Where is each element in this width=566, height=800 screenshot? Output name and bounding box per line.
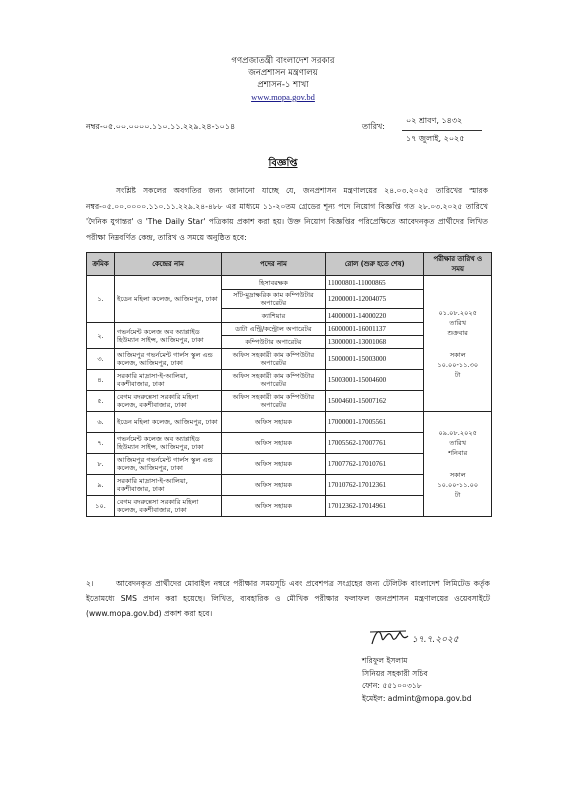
exam-date-group-1 <box>424 276 492 412</box>
notice-title-text: বিজ্ঞপ্তি <box>268 158 298 169</box>
table-header-row <box>87 253 492 276</box>
row-center: সরকারি মাদ্রাসা-ই-আলিয়া, বকশীবাজার, ঢাকা <box>115 370 222 391</box>
date-english: ১৭ জুলাই, ২০২৫ <box>406 134 465 143</box>
row-roll: 15004601-15007162 <box>325 391 424 412</box>
website-link[interactable]: www.mopa.gov.bd <box>251 92 315 102</box>
signatory-email: ইমেইল: admint@mopa.gov.bd <box>362 693 472 703</box>
signature-date: ১৭.৭.২০২৫ <box>412 635 459 645</box>
header-roll: রোল (শুরু হতে শেষ) <box>325 253 424 276</box>
exam-time-label-1: সকাল <box>449 350 466 359</box>
row-post: সাঁট-মুদ্রাক্ষরিক কাম কম্পিউটার অপারেটর <box>221 290 325 309</box>
row-center: সরকারি মাদ্রাসা-ই-আলিয়া, বকশীবাজার, ঢাকা <box>115 475 222 496</box>
row-center: ইডেন মহিলা কলেজ, আজিমপুর, ঢাকা <box>115 412 222 433</box>
date-bangla: ০২ শ্রাবণ, ১৪৩২ <box>402 114 482 131</box>
row-serial: ১০. <box>87 496 115 517</box>
row-post: ডাটা এন্ট্রি/কন্ট্রোল অপারেটর <box>221 323 325 336</box>
exam-date-group-2 <box>424 412 492 517</box>
row-roll: 17012362-17014961 <box>325 496 424 517</box>
row-center: গভর্নমেন্ট কলেজ অব অ্যাপ্লাইড হিউম্যান সাইন্স, আজিমপুর, ঢাকা <box>115 323 222 349</box>
signatory-phone: ফোন: ৫৫১০০৩১৮ <box>362 681 422 690</box>
row-roll: 17010762-17012361 <box>325 475 424 496</box>
ministry-name: জনপ্রশাসন মন্ত্রণালয় <box>248 68 318 78</box>
exam-time-unit-1: টা <box>454 370 461 379</box>
row-post: অফিস সহকারী কাম কম্পিউটার অপারেটর <box>221 349 325 370</box>
exam-time-2: ১০.০০-১১.০০ <box>437 481 479 489</box>
row-serial: ৫. <box>87 391 115 412</box>
row-center: গভর্নমেন্ট কলেজ অব অ্যাপ্লাইড হিউম্যান সাইন্স, আজিমপুর, ঢাকা <box>115 433 222 454</box>
row-roll: 16000001-16001137 <box>325 323 424 336</box>
row-serial: ৮. <box>87 454 115 475</box>
handwritten-signature <box>366 624 466 650</box>
row-post: অফিস সহকারী কাম কম্পিউটার অপারেটর <box>221 391 325 412</box>
second-paragraph-text: আবেদনকৃত প্রার্থীদের মোবাইল নম্বরে পরীক্ষার সময়সূচি এবং প্রবেশপত্র সংগ্রহের জন্য টেলিটক বাংলাদেশ লিমিটেড কর্তৃক ইতোমধ্যে SMS প্রদান করা হয়েছে। লিখিত, ব্যবহারিক ও মৌখিক পরীক্ষার ফলাফল জনপ্রশাসন মন্ত্রণালয়ের ওয়েবসাইটে (www.mopa.gov.bd) প্রকাশ করা হবে। <box>86 579 490 618</box>
exam-date-label-1: তারিখ <box>449 318 467 327</box>
row-post: অফিস সহায়ক <box>221 454 325 475</box>
row-center: ইডেন মহিলা কলেজ, আজিমপুর, ঢাকা <box>115 276 222 323</box>
exam-schedule-table <box>86 252 492 517</box>
exam-time-1: ১০.০০-১১.৩০ <box>437 360 479 369</box>
row-roll: 15003001-15004600 <box>325 370 424 391</box>
header-center: কেন্দ্রের নাম <box>115 253 222 276</box>
exam-time-unit-2: টা <box>454 491 461 499</box>
section-name: প্রশাসন-১ শাখা <box>257 80 309 90</box>
row-roll: 14000001-14000220 <box>325 309 424 323</box>
header-serial: ক্রমিক <box>87 253 115 276</box>
exam-date-2: ০৯.০৮.২০২৫ <box>438 429 477 437</box>
row-post: অফিস সহকারী কাম কম্পিউটার অপারেটর <box>221 370 325 391</box>
row-center: বেগম বদরুন্নেসা সরকারি মহিলা কলেজ, বকশীবাজার, ঢাকা <box>115 391 222 412</box>
notice-title <box>0 156 566 173</box>
memo-number: নম্বর-০৫.০০.০০০০.১১০.১১.২২৯.২৪-১০১৪ <box>86 122 236 131</box>
intro-text: সংশ্লিষ্ট সকলের অবগতির জন্য জানানো যাচ্ছে যে, জনপ্রশাসন মন্ত্রণালয়ের ২৪.০৩.২০২৫ তারিখের স্মারক নম্বর-০৫.০০.০০০০.১১০.১১.২২৯.২৪-৪৮৮ এর মাধ্যমে ১১-২০তম গ্রেডের শূন্য পদে নিয়োগ বিজ্ঞপ্তি গত ২৮.০৩.২০২৫ তারিখে 'দৈনিক যুগান্তর' ও 'The Daily Star' পত্রিকায় প্রকাশ করা হয়। উক্ত নিয়োগ বিজ্ঞপ্তির পরিপ্রেক্ষিতে আবেদনকৃত প্রার্থীদের লিখিত পরীক্ষা নিম্নবর্ণিত কেন্দ্র, তারিখ ও সময়ে অনুষ্ঠিত হবে: <box>86 186 488 242</box>
row-serial: ১. <box>87 276 115 323</box>
exam-time-label-2: সকাল <box>449 471 466 479</box>
row-post: ক্যাশিয়ার <box>221 309 325 323</box>
row-roll: 17007762-17010761 <box>325 454 424 475</box>
row-serial: ৬. <box>87 412 115 433</box>
row-roll: 12000001-12004075 <box>325 290 424 309</box>
exam-date-1: ০১.০৮.২০২৫ <box>438 308 477 317</box>
row-roll: 17005562-17007761 <box>325 433 424 454</box>
date-block <box>402 114 482 146</box>
paragraph-number: ২। <box>86 579 94 588</box>
row-serial: ২. <box>87 323 115 349</box>
row-center: আজিমপুর গভর্নমেন্ট গার্লস স্কুল এন্ড কলেজ, আজিমপুর, ঢাকা <box>115 349 222 370</box>
signatory-designation: সিনিয়র সহকারী সচিব <box>362 668 428 678</box>
govt-name: গণপ্রজাতন্ত্রী বাংলাদেশ সরকার <box>231 56 335 66</box>
row-post: অফিস সহায়ক <box>221 412 325 433</box>
table-row <box>87 412 492 433</box>
table-row <box>87 276 492 290</box>
row-serial: ৪. <box>87 370 115 391</box>
exam-day-2: শনিবার <box>448 449 468 457</box>
row-roll: 15000001-15003000 <box>325 349 424 370</box>
row-post: কম্পিউটার অপারেটর <box>221 336 325 349</box>
row-serial: ৯. <box>87 475 115 496</box>
signatory-block <box>362 655 472 705</box>
row-post: অফিস সহায়ক <box>221 496 325 517</box>
exam-day-1: শুক্রবার <box>447 328 468 337</box>
row-post: অফিস সহায়ক <box>221 433 325 454</box>
row-post: হিসাবরক্ষক <box>221 276 325 290</box>
exam-date-label-2: তারিখ <box>449 439 467 447</box>
header-post: পদের নাম <box>221 253 325 276</box>
intro-paragraph <box>86 183 488 245</box>
row-post: অফিস সহায়ক <box>221 475 325 496</box>
date-label: তারিখ: <box>362 122 385 131</box>
row-roll: 11000801-11000865 <box>325 276 424 290</box>
row-roll: 17000001-17005561 <box>325 412 424 433</box>
row-serial: ৩. <box>87 349 115 370</box>
row-center: বেগম বদরুন্নেসা সরকারি মহিলা কলেজ, বকশীবাজার, ঢাকা <box>115 496 222 517</box>
header-date: পরীক্ষার তারিখ ও সময় <box>424 253 492 276</box>
row-roll: 13000001-13001068 <box>325 336 424 349</box>
signatory-name: শরিফুল ইসলাম <box>362 656 408 665</box>
row-serial: ৭. <box>87 433 115 454</box>
second-paragraph <box>86 576 490 621</box>
row-center: আজিমপুর গভর্নমেন্ট গার্লস স্কুল এন্ড কলেজ, আজিমপুর, ঢাকা <box>115 454 222 475</box>
